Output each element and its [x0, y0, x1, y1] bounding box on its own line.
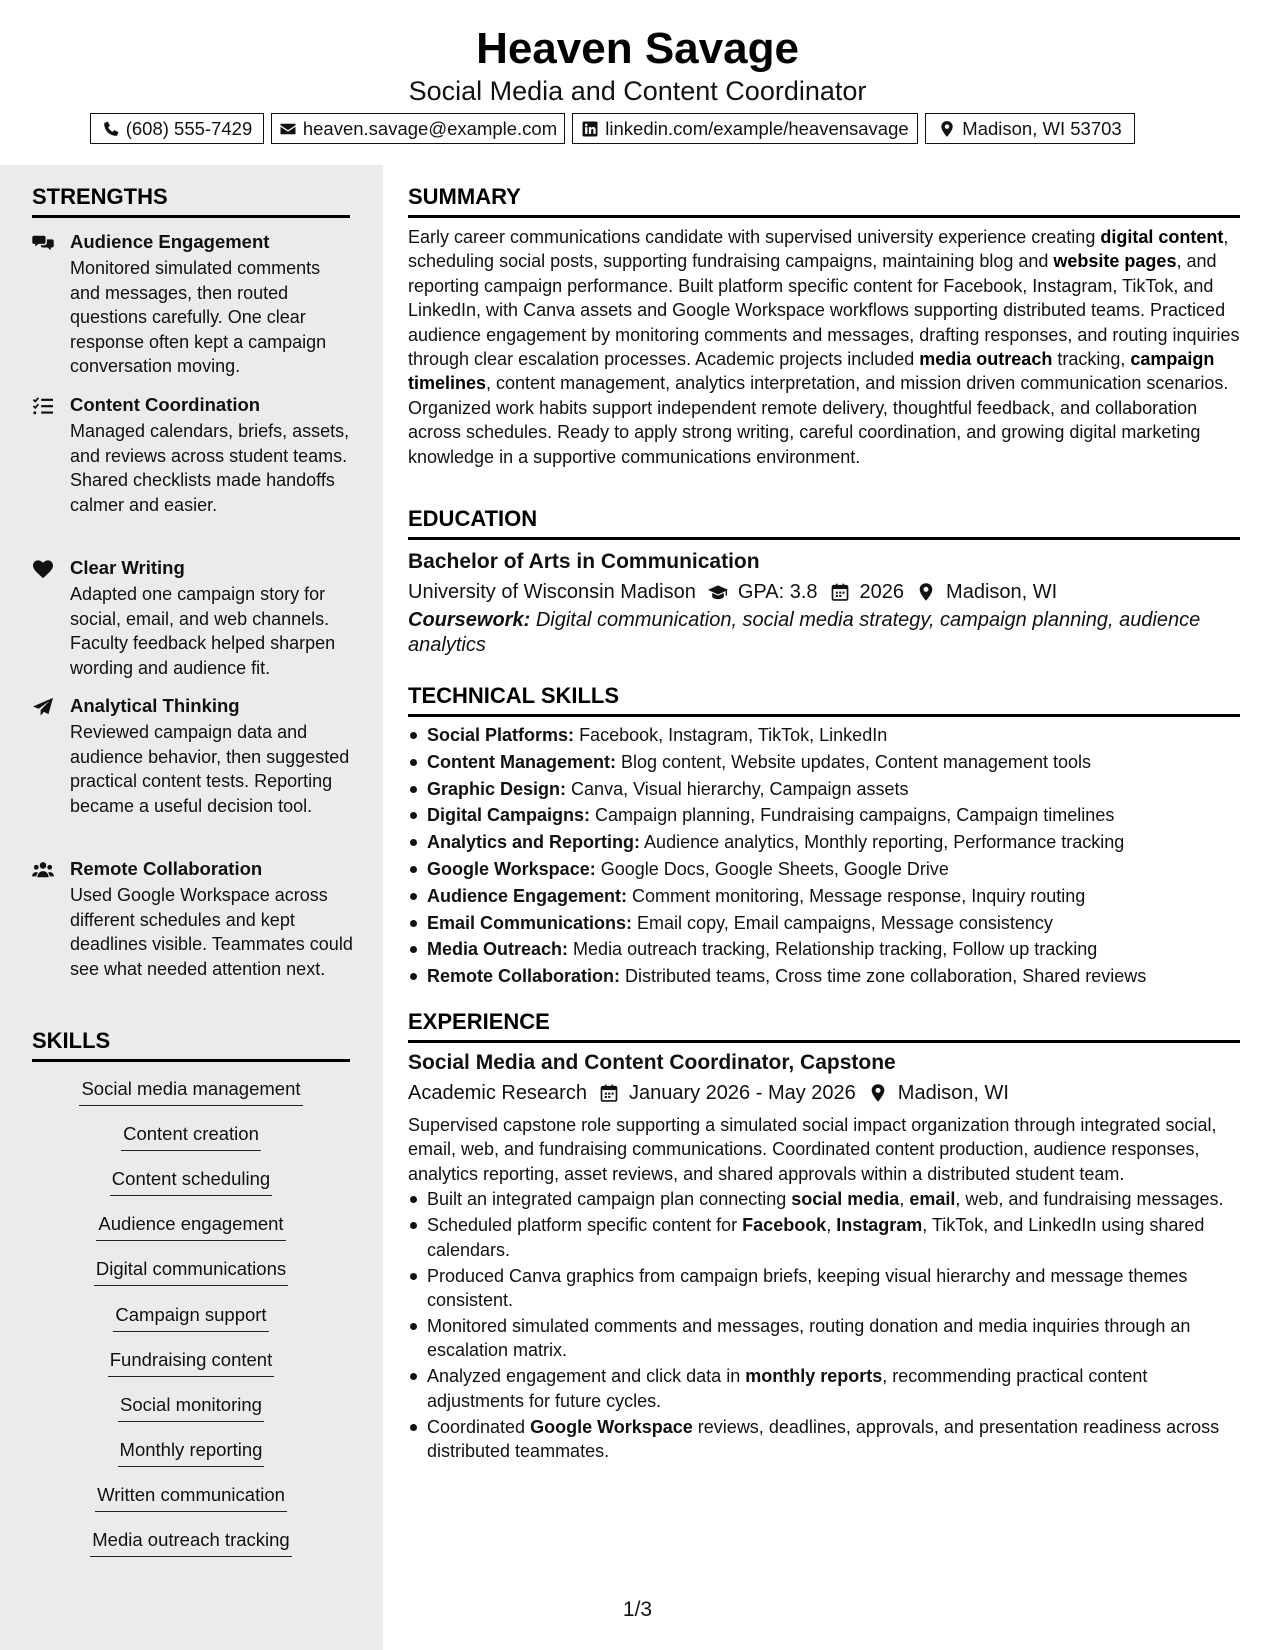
- job-dates: January 2026 - May 2026: [628, 1082, 856, 1104]
- skill-tag: Content scheduling: [32, 1167, 350, 1196]
- text-run: , content management, analytics interpretation, and mission driven communication scenarios. Organized work habits support independent remote delivery, thoughtful feedback, and collaboration across schedules. Ready to apply strong writing, careful coordination, and growing digital marketing knowledge in a supportive communications environment.: [408, 373, 1229, 467]
- strength-title: Remote Collaboration: [70, 858, 263, 879]
- contact-email: [271, 113, 565, 144]
- technical-skills-heading: TECHNICAL SKILLS: [408, 682, 1240, 717]
- strength-description: Reviewed campaign data and audience behavior, then suggested practical content tests. Reporting became a useful decision tool.: [70, 722, 350, 816]
- job-title: Social Media and Content Coordinator, Capstone: [408, 1051, 896, 1074]
- list-item: Analytics and Reporting: Audience analytics, Monthly reporting, Performance tracking: [408, 830, 1240, 854]
- bold-text: social media: [791, 1189, 900, 1210]
- skill-tag: Written communication: [32, 1483, 350, 1512]
- bold-text: digital content: [1100, 227, 1224, 247]
- text-run: reviews, deadlines, approvals, and presentation readiness across distributed teammates.: [427, 1416, 1220, 1462]
- strength-description: Managed calendars, briefs, assets, and reviews across student teams. Shared checklists made handoffs calmer and easier.: [70, 421, 350, 515]
- experience-section: [408, 1008, 1240, 1465]
- contact-email-text: heaven.savage@example.com: [302, 117, 558, 139]
- bold-text: email: [909, 1189, 956, 1210]
- text-run: Produced Canva graphics from campaign briefs, keeping visual hierarchy and message themes consistent.: [427, 1265, 1188, 1311]
- sidebar: [0, 165, 383, 1650]
- job-location: Madison, WI: [897, 1082, 1009, 1104]
- text-run: Monitored simulated comments and messages, routing donation and media inquiries through an escalation matrix.: [427, 1316, 1191, 1361]
- candidate-name: Heaven Savage: [476, 24, 799, 73]
- text-run: , TikTok, and LinkedIn using shared calendars.: [427, 1215, 1205, 1260]
- skill-tag: Digital communications: [32, 1257, 350, 1286]
- contact-linkedin-text: linkedin.com/example/heavensavage: [605, 117, 909, 139]
- bold-text: media outreach: [919, 349, 1053, 370]
- education-meta: [408, 578, 1240, 606]
- bold-text: Facebook: [742, 1215, 827, 1236]
- strength-description: Adapted one campaign story for social, email, and web channels. Faculty feedback helped sharpen wording and audience fit.: [70, 584, 336, 678]
- summary-heading: SUMMARY: [408, 183, 1240, 218]
- strength-item: [32, 556, 352, 678]
- text-run: Coordinated: [427, 1416, 531, 1437]
- linkedin-icon: [581, 120, 599, 138]
- contact-location: [925, 113, 1135, 144]
- list-item: [408, 1415, 1240, 1464]
- text-run: , scheduling social posts, supporting fundraising campaigns, maintaining blog and: [408, 227, 1229, 272]
- skill-tag: Social monitoring: [32, 1393, 350, 1422]
- list-item: Audience Engagement: Comment monitoring, Message response, Inquiry routing: [408, 884, 1240, 908]
- map-pin-icon: [868, 1083, 888, 1103]
- skill-tag: Audience engagement: [32, 1212, 350, 1241]
- heart-icon: [32, 559, 56, 579]
- contact-linkedin: [572, 113, 918, 144]
- text-run: Scheduled platform specific content for: [427, 1215, 743, 1236]
- skill-tag: Fundraising content: [32, 1348, 350, 1377]
- list-item: [408, 1187, 1240, 1211]
- skill-tag: Monthly reporting: [32, 1438, 350, 1467]
- list-item: Content Management: Blog content, Website updates, Content management tools: [408, 750, 1240, 774]
- contact-bar: [90, 113, 1180, 145]
- list-item: Remote Collaboration: Distributed teams, Cross time zone collaboration, Shared reviews: [408, 964, 1240, 988]
- coursework: [408, 608, 1240, 657]
- chat-bubbles-icon: [32, 233, 56, 253]
- text-run: Built an integrated campaign plan connecting: [427, 1189, 792, 1210]
- text-run: , and reporting campaign performance. Built platform specific content for Facebook, Instagram, TikTok, and LinkedIn, with Canva assets and Google Workspace workflows supporting distributed teams. Practiced audience engagement by monitoring comments and messages, drafting responses, and routing inquiries through clear escalation processes. Academic projects included: [408, 251, 1240, 370]
- text-run: ,: [826, 1215, 837, 1236]
- strength-description: Monitored simulated comments and messages, then routed questions carefully. One clear response often kept a campaign conversation moving.: [70, 258, 327, 376]
- school-name: University of Wisconsin Madison: [408, 581, 696, 603]
- summary-text: [408, 225, 1240, 469]
- resume-header: [0, 0, 1275, 165]
- skill-tag: Campaign support: [32, 1303, 350, 1332]
- gpa: GPA: 3.8: [737, 581, 818, 603]
- list-item: [408, 1213, 1240, 1262]
- list-item: [408, 1264, 1240, 1313]
- list-item: [408, 1314, 1240, 1363]
- checklist-icon: [32, 396, 56, 416]
- strength-item: [32, 857, 352, 997]
- bold-text: Instagram: [836, 1215, 923, 1236]
- list-item: Digital Campaigns: Campaign planning, Fundraising campaigns, Campaign timelines: [408, 803, 1240, 827]
- experience-heading: EXPERIENCE: [408, 1008, 1240, 1043]
- skill-tag: Media outreach tracking: [32, 1528, 350, 1557]
- map-pin-icon: [916, 582, 936, 602]
- job-description: Supervised capstone role supporting a simulated social impact organization through integrated social, email, web, and fundraising communications. Coordinated content production, audience responses, analytics reporting, asset reviews, and shared approvals within a distributed student team.: [408, 1115, 1217, 1184]
- skills-heading: SKILLS: [32, 1027, 350, 1062]
- list-item: Graphic Design: Canva, Visual hierarchy, Campaign assets: [408, 777, 1240, 801]
- strengths-heading: STRENGTHS: [32, 183, 350, 218]
- contact-phone-text: (608) 555-7429: [125, 117, 253, 139]
- calendar-icon: [830, 582, 850, 602]
- contact-location-text: Madison, WI 53703: [962, 117, 1122, 139]
- list-item: Media Outreach: Media outreach tracking, Relationship tracking, Follow up tracking: [408, 937, 1240, 961]
- list-item: Google Workspace: Google Docs, Google Sheets, Google Drive: [408, 857, 1240, 881]
- education-section: [408, 505, 1240, 657]
- page-number: 1/3: [622, 1598, 653, 1621]
- text-run: Analyzed engagement and click data in: [427, 1366, 746, 1387]
- bold-text: campaign timelines: [408, 349, 1215, 394]
- paper-plane-icon: [32, 697, 56, 717]
- coursework-list: Digital communication, social media strategy, campaign planning, audience analytics: [408, 609, 1201, 656]
- strength-description: Used Google Workspace across different schedules and kept deadlines visible. Teammates could see what needed attention next.: [70, 885, 353, 979]
- strength-title: Audience Engagement: [70, 231, 270, 252]
- graduation-year: 2026: [859, 581, 905, 603]
- strength-title: Content Coordination: [70, 394, 261, 415]
- summary-section: [408, 183, 1240, 469]
- phone-icon: [102, 120, 120, 138]
- degree-title: Bachelor of Arts in Communication: [408, 550, 760, 573]
- map-pin-icon: [938, 120, 956, 138]
- text-run: , recommending practical content adjustments for future cycles.: [427, 1366, 1148, 1411]
- text-run: tracking,: [1052, 349, 1131, 370]
- text-run: Early career communications candidate with supervised university experience creating: [408, 227, 1101, 247]
- contact-phone: [90, 113, 264, 144]
- skill-tag: Content creation: [32, 1122, 350, 1151]
- text-run: , web, and fundraising messages.: [955, 1189, 1224, 1210]
- strength-item: [32, 393, 352, 533]
- bold-text: website pages: [1053, 251, 1177, 272]
- strength-title: Clear Writing: [70, 557, 185, 578]
- bold-text: monthly reports: [745, 1366, 883, 1387]
- calendar-icon: [599, 1083, 619, 1103]
- strength-item: [32, 694, 352, 834]
- technical-skills-section: [408, 682, 1240, 991]
- list-item: [408, 1364, 1240, 1413]
- bold-text: Google Workspace: [530, 1416, 693, 1437]
- graduation-cap-icon: [708, 582, 728, 602]
- education-heading: EDUCATION: [408, 505, 1240, 540]
- technical-skills-list: [408, 723, 1240, 989]
- users-icon: [32, 860, 56, 880]
- strength-item: [32, 230, 352, 376]
- envelope-icon: [279, 120, 297, 138]
- candidate-title: Social Media and Content Coordinator: [408, 76, 867, 106]
- coursework-label: Coursework:: [408, 609, 531, 631]
- organization: Academic Research: [408, 1082, 587, 1104]
- experience-bullets: [408, 1187, 1240, 1463]
- list-item: Social Platforms: Facebook, Instagram, TikTok, LinkedIn: [408, 723, 1240, 747]
- list-item: Email Communications: Email copy, Email campaigns, Message consistency: [408, 911, 1240, 935]
- school-location: Madison, WI: [946, 581, 1058, 603]
- job-meta: [408, 1079, 1240, 1107]
- strength-title: Analytical Thinking: [70, 695, 240, 716]
- skill-tag: Social media management: [32, 1077, 350, 1106]
- text-run: ,: [899, 1189, 910, 1210]
